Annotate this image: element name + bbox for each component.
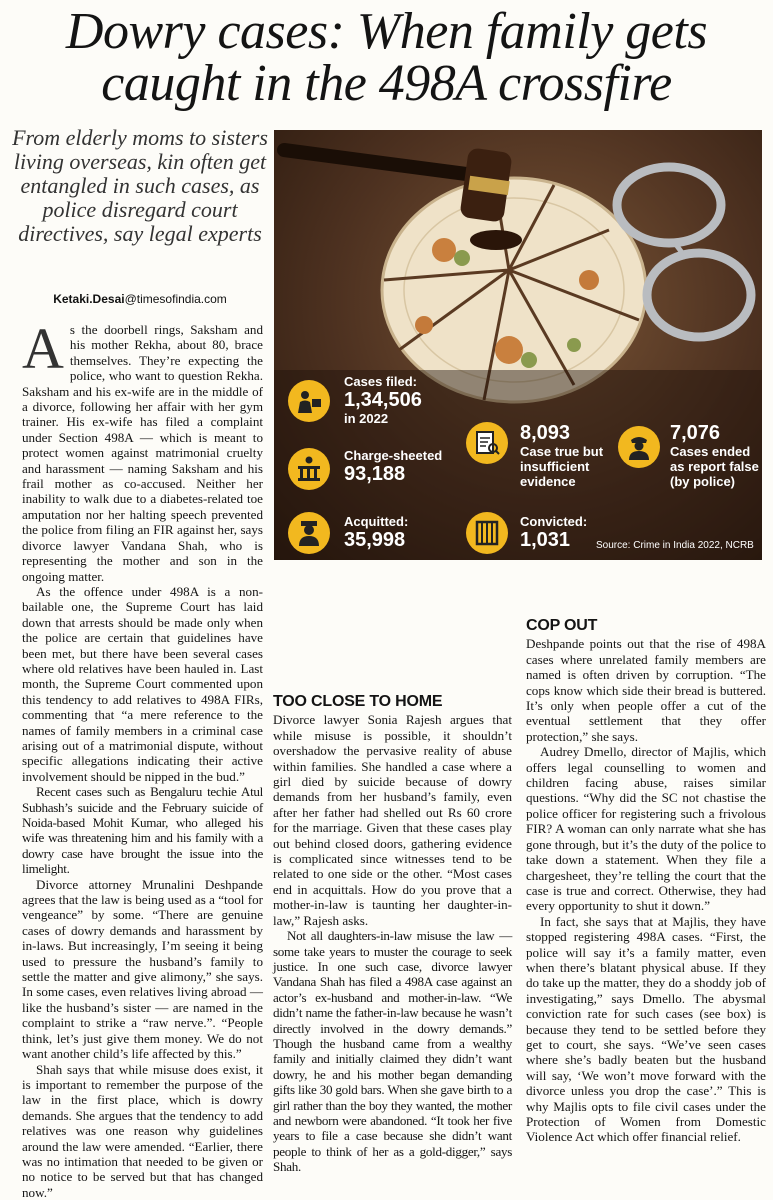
body-column-1 — [22, 316, 263, 1200]
deck: From elderly moms to sisters living overseas, kin often get entangled in such cases, as police disregard court directives, say legal experts — [12, 125, 268, 246]
headline-line-1: Dowry cases: When family gets — [65, 3, 708, 60]
paragraph-9: Audrey Dmello, director of Majlis, which offers legal counselling to women and children facing abuse, raises similar questions. “Why did the SC not chastise the police officer for registering such a frivolous FIR? A woman can only narrate what she has gone through, but it’s the duty of the police to take down a statement. When they file a chargesheet, they’re telling the court that the case is true and correct. Otherwise, they had every opportunity to shut it down.” — [526, 744, 767, 914]
headline — [0, 0, 773, 110]
subhead-too-close-to-home: TOO CLOSE TO HOME — [273, 693, 443, 710]
police-officer-icon — [618, 426, 660, 468]
paragraph-5: Shah says that while misuse does exist, it is important to remember the purpose of the law in the first place, which is dowry demands. She argues that the tendency to add relatives was one reason why guidelines around the law were amended. “Earlier, there was no intimation that needed to be given or no notice to be served but that has changed now.” — [22, 1061, 263, 1200]
headline-line-2: caught in the 498A crossfire — [101, 55, 672, 112]
source-note: Source: Crime in India 2022, NCRB — [596, 540, 754, 551]
stat-value: 7,076 — [670, 422, 721, 444]
stat-charge-sheeted — [344, 448, 442, 485]
prison-icon — [466, 512, 508, 554]
byline-domain: @timesofindia.com — [124, 292, 227, 306]
paragraph-1-text: s the doorbell rings, Saksham and his mother Rekha, about 80, brace themselves. They’re expecting the police, who want to question Rekha. Saksham and his ex-wife are in the middle of a divorce, following her affair with her gym trainer. His ex-wife has filed a complaint under Section 498A — which is meant to protect women against matrimonial cruelty and harassment — naming Saksham and his frail mother as co-accused. Neither her inability to walk due to a diabetes-related toe amputation nor her halting speech prevented the police from filing an FIR against her, says divorce lawyer Vandana Shah, who is representing the mother and son in the ongoing matter. — [22, 322, 263, 584]
stat-report-false — [670, 422, 760, 489]
drop-cap: A — [22, 316, 64, 381]
case-study-icon — [466, 422, 508, 464]
subhead-cop-out: COP OUT — [526, 617, 598, 634]
paragraph-4: Divorce attorney Mrunalini Deshpande agrees that the law is being used as a “tool for vengeance” by some. “There are genuine cases of dowry demands and harassment by in-laws. But increasingly, I’m seeing it being used to pressure the husband’s family to settle the matter and give alimony,” she says. In some cases, even relatives living abroad — like the husband’s sister — are named in the complaint to strike a “raw nerve.”. “People think, let’s just give them money. We do not want another child’s life affected by this.” — [22, 876, 263, 1062]
infographic — [274, 130, 762, 560]
stat-value: 1,031 — [520, 529, 571, 551]
stat-value: 93,188 — [344, 463, 406, 485]
body-column-3 — [526, 582, 766, 1145]
stat-value: 8,093 — [520, 422, 571, 444]
broken-plate — [382, 178, 646, 402]
paragraph-3: Recent cases such as Bengaluru techie Atul Subhash’s suicide and the February suicide of Noida-based Mohit Kumar, who alleged his wife was threatening him and his family with a dowry case have brought the issue into the limelight. — [22, 784, 263, 877]
person-icon — [288, 512, 330, 554]
stat-label: Convicted: — [520, 514, 588, 529]
paragraph-8: Deshpande points out that the rise of 498A cases where unrelated family members are named is often driven by corruption. “The cops know which side their bread is buttered. It’s only when people offer a cut of the eventual settlement that they offer protection,” she says. — [526, 636, 766, 744]
stat-label: Cases filed: — [344, 374, 417, 389]
stat-convicted — [520, 514, 587, 551]
stat-sub: in 2022 — [344, 411, 389, 426]
paragraph-10: In fact, she says that at Majlis, they have stopped registering 498A cases. “First, the police will say it’s a family matter, even when there’s blatant physical abuse. If they do take up the matter, they do a shoddy job of investigating,” says Dmello. The abysmal conviction rate for such cases (see box) is because they tend to be settled before they get to court, she says. “We’ve seen cases where she’s badly beaten but the husband will say, ‘We won’t move forward with the divorce unless you drop the case’.” This is why Majlis opts to file civil cases under the Protection of Women from Domestic Violence Act which offer financial relief. — [526, 913, 766, 1145]
stat-acquitted — [344, 514, 408, 551]
woman-officer-icon — [288, 380, 330, 422]
stat-label: Cases ended as report false (by police) — [670, 444, 759, 489]
byline — [10, 292, 270, 306]
body-column-2 — [273, 582, 512, 1175]
court-building-icon — [288, 448, 330, 490]
stat-label: Acquitted: — [344, 514, 409, 529]
stat-cases-filed — [344, 374, 422, 426]
stat-value: 1,34,506 — [344, 389, 422, 411]
gavel-plate-handcuffs-illustration — [274, 130, 762, 560]
paragraph-2: As the offence under 498A is a non-bailable one, the Supreme Court has laid down that arrests should be made only when the police are certain that guidelines have been met, but there have been several cases where old relatives have been hauled in. Last month, the Supreme Court commented upon this tendency to add relatives to 498A FIRs, commenting that “a mere reference to the names of family members in a criminal case arising out of a matrimonial dispute, without specific allegations indicating their active involvement should be nipped in the bud.” — [22, 583, 263, 784]
byline-name: Ketaki.Desai — [53, 292, 125, 306]
paragraph-7: Not all daughters-in-law misuse the law — some take years to muster the courage to seek justice. In one such case, divorce lawyer Vandana Shah has filed a 498A case against an actor’s ex-husband and mother-in-law. “We didn’t name the father-in-law because he wasn’t directly involved in the dowry demands.” Though the husband came from a wealthy family and initially claimed they didn’t want dowry, he and his mother began demanding gifts like 30 gold bars. When she gave birth to a girl rather than the boy they wanted, the mother and newborn were abandoned. “It took her five years to file a case because she didn’t want people to think of her as a gold-digger,” says Shah. — [273, 928, 512, 1175]
paragraph-6: Divorce lawyer Sonia Rajesh argues that while misuse is possible, it shouldn’t overshadow the pervasive reality of abuse within families. She handled a case where a girl died by suicide because of dowry demands from her husband’s family, even after her father had shelled out Rs 60 crore for the marriage. Given that these cases play out behind closed doors, gathering evidence is complicated since witnesses tend to be related to one side or the other. “Most cases end in acquittals. How do you prove that a mother-in-law is taunting her daughter-in-law,” Rajesh asks. — [273, 712, 512, 928]
stat-value: 35,998 — [344, 529, 406, 551]
stat-label: Case true but insufficient evidence — [520, 444, 604, 489]
stat-label: Charge-sheeted — [344, 448, 443, 463]
stat-insufficient-evidence — [520, 422, 620, 489]
paragraph-1 — [22, 316, 263, 584]
